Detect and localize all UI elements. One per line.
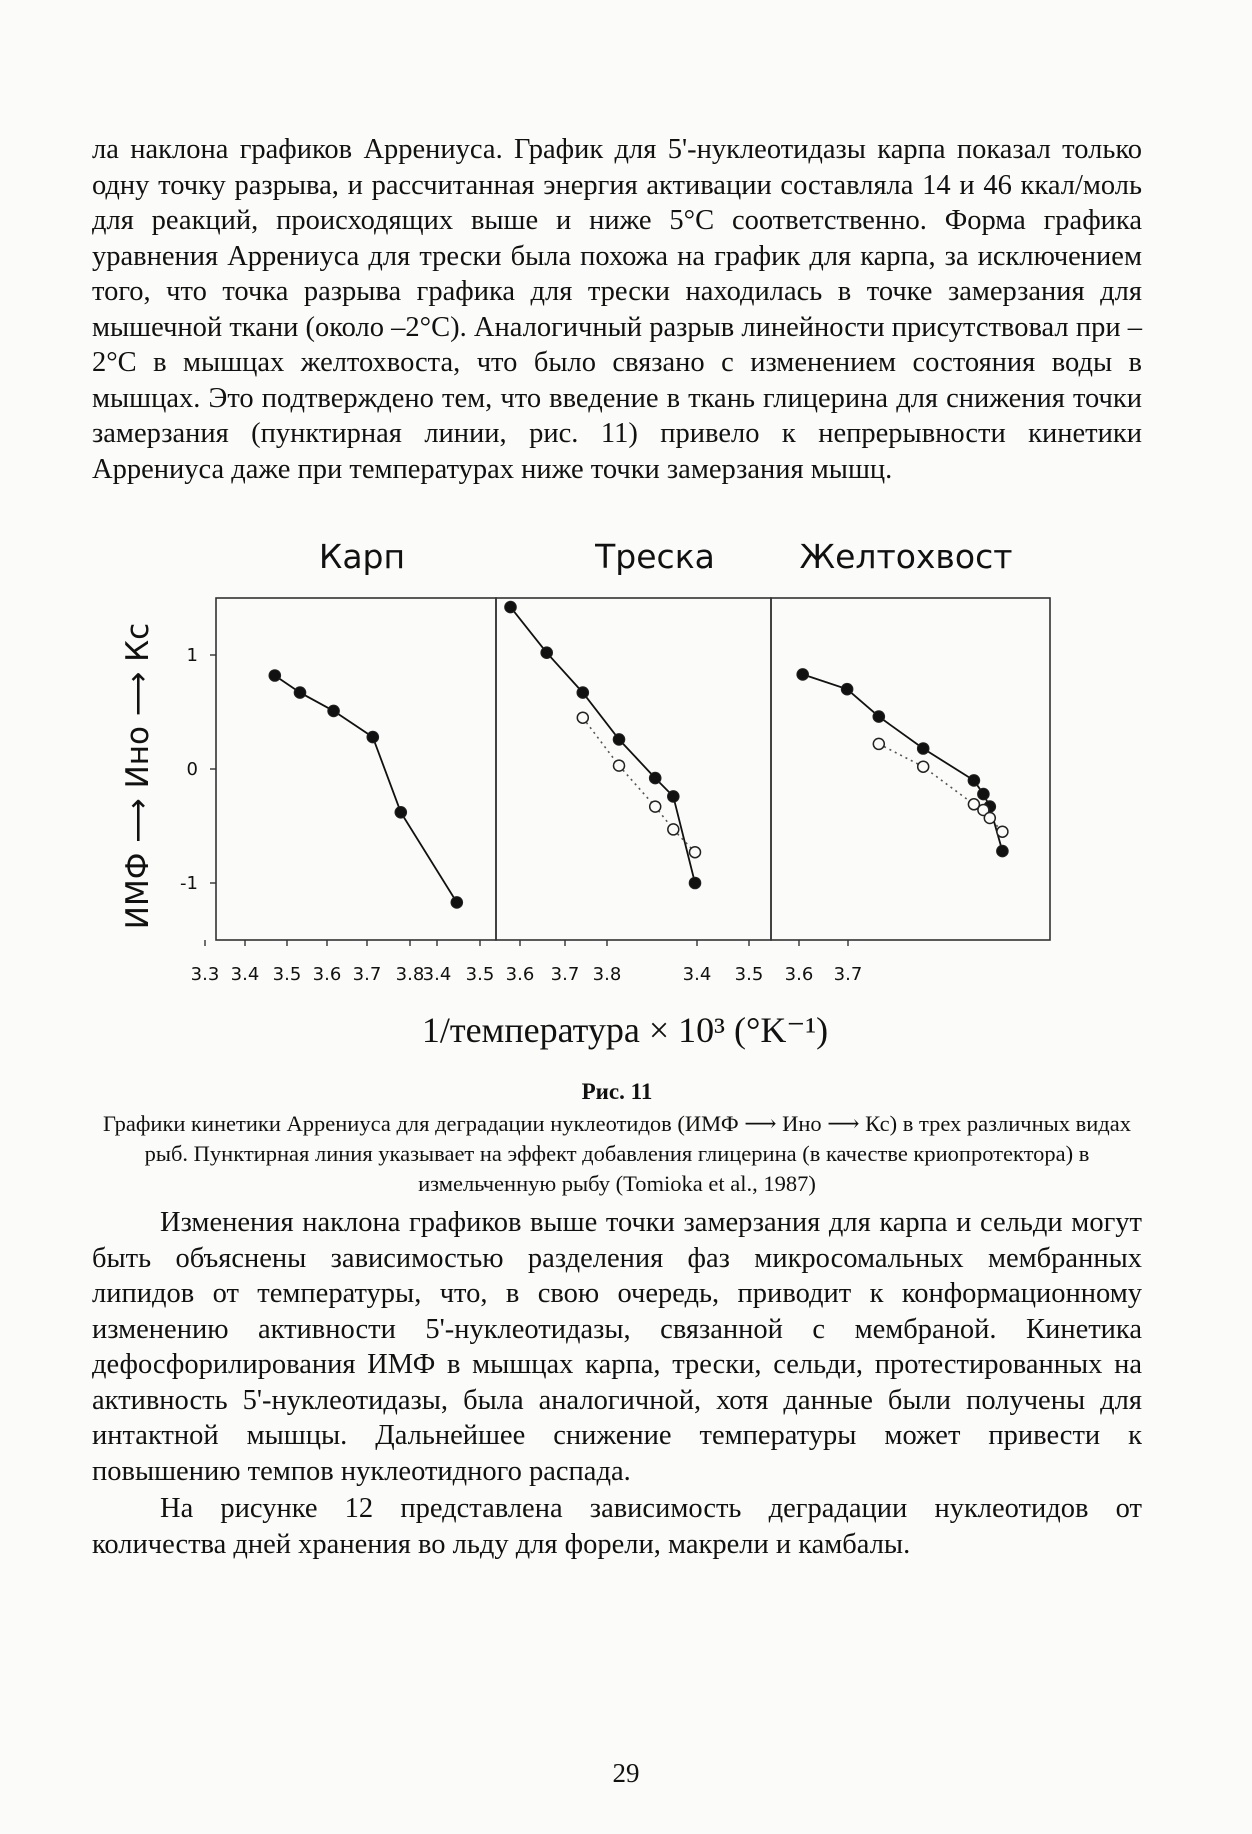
figure-caption: [92, 1077, 1142, 1199]
filled-data-point: [541, 647, 553, 659]
open-data-point: [650, 801, 661, 812]
filled-data-point: [577, 687, 589, 699]
filled-data-point: [797, 669, 809, 681]
filled-data-point: [505, 601, 517, 613]
series-line-1: [275, 676, 457, 903]
open-data-point: [873, 738, 884, 749]
filled-data-point: [997, 845, 1009, 857]
panel-title-1: Карп: [318, 537, 406, 576]
open-data-point: [577, 712, 588, 723]
figure-number: Рис. 11: [581, 1079, 653, 1104]
filled-data-point: [294, 687, 306, 699]
open-data-point: [668, 824, 679, 835]
filled-data-point: [269, 670, 281, 682]
x-tick-label: 3.4: [682, 964, 712, 985]
x-tick-label: 3.7: [352, 964, 382, 985]
x-tick-label: 3.3: [190, 964, 220, 985]
series-line-3: [803, 674, 1003, 851]
x-tick-label: 3.6: [505, 964, 535, 985]
filled-data-point: [841, 683, 853, 695]
filled-data-point: [968, 775, 980, 787]
panel-title-3: Желтохвост: [799, 537, 1013, 576]
open-data-point: [690, 847, 701, 858]
figure-caption-text: Графики кинетики Аррениуса для деградации нуклеотидов (ИМФ ⟶ Ино ⟶ Кс) в трех различных видах рыб. Пунктирная линия указывает на эффект добавления глицерина (в качестве криопротектора) в измельченную рыбу (Tomioka et al., 1987): [103, 1111, 1131, 1196]
x-tick-label: 3.7: [550, 964, 580, 985]
y-tick-label: 0: [186, 759, 198, 780]
y-tick-label: 1: [186, 645, 198, 666]
page-number: 29: [612, 1758, 640, 1788]
filled-data-point: [613, 734, 625, 746]
x-tick-label: 3.8: [395, 964, 425, 985]
x-tick-label: 3.7: [833, 964, 863, 985]
filled-data-point: [451, 897, 463, 909]
open-data-point: [978, 805, 989, 816]
filled-data-point: [917, 743, 929, 755]
glycerin-line-3: [879, 744, 1003, 832]
x-tick-label: 3.4: [422, 964, 452, 985]
series-line-2: [511, 607, 696, 883]
y-tick-label: -1: [180, 873, 198, 894]
open-data-point: [614, 760, 625, 771]
filled-data-point: [395, 807, 407, 819]
paragraph-intro: ла наклона графиков Аррениуса. График для 5'-нуклеотидазы карпа показал только одну точку разрыва, и рассчитанная энергия активации составляла 14 и 46 ккал/моль для реакций, происходящих выше и ниже 5°С соответственно. Форма графика уравнения Аррениуса для трески была похожа на график для карпа, за исключением того, что точка разрыва графика для трески находилась в точке замерзания для мышечной ткани (около –2°С). Аналогичный разрыв линейности присутствовал при –2°С в мышцах желтохвоста, что было связано с изменением состояния воды в мышцах. Это подтверждено тем, что введение в ткань глицерина для снижения точки замерзания (пунктирная линии, рис. 11) привело к непрерывности кинетики Аррениуса даже при температурах ниже точки замерзания мышц.: [92, 134, 1142, 485]
open-data-point: [984, 813, 995, 824]
filled-data-point: [689, 877, 701, 889]
panel-frame-3: [771, 598, 1050, 940]
filled-data-point: [367, 731, 379, 743]
filled-data-point: [649, 772, 661, 784]
filled-data-point: [984, 801, 996, 813]
panel-frame-2: [496, 598, 771, 940]
panel-frame-1: [216, 598, 496, 940]
x-tick-label: 3.6: [784, 964, 814, 985]
x-tick-label: 3.5: [272, 964, 302, 985]
x-tick-label: 3.5: [465, 964, 495, 985]
paragraph-figure-12: На рисунке 12 представлена зависимость деградации нуклеотидов от количества дней хранения во льду для форели, макрели и камбалы.: [92, 1493, 1142, 1560]
x-tick-label: 3.5: [734, 964, 764, 985]
paragraph-membrane-lipids: Изменения наклона графиков выше точки замерзания для карпа и сельди могут быть объяснены зависимостью разделения фаз микросомальных мембранных липидов от температуры, что, в свою очередь, приводит к конформационному изменению активности 5'-нуклеотидазы, связанной с мембраной. Кинетика дефосфорилирования ИМФ в мышцах карпа, трески, сельди, протестированных на активность 5'-нуклеотидазы, была аналогичной, хотя данные были получены для интактной мышцы. Дальнейшее снижение температуры может привести к повышению темпов нуклеотидного распада.: [92, 1207, 1142, 1487]
x-tick-label: 3.6: [312, 964, 342, 985]
x-tick-label: 3.8: [592, 964, 622, 985]
filled-data-point: [873, 711, 885, 723]
y-axis-label: ИМФ ⟶ Ино ⟶ Кс: [120, 622, 156, 930]
x-tick-label: 3.4: [230, 964, 260, 985]
filled-data-point: [328, 705, 340, 717]
open-data-point: [997, 826, 1008, 837]
open-data-point: [918, 761, 929, 772]
filled-data-point: [978, 788, 990, 800]
panel-title-2: Треска: [595, 537, 715, 576]
open-data-point: [968, 799, 979, 810]
x-axis-label: 1/температура × 10³ (°K⁻¹): [421, 1010, 829, 1050]
glycerin-line-2: [583, 718, 695, 853]
filled-data-point: [668, 791, 680, 803]
